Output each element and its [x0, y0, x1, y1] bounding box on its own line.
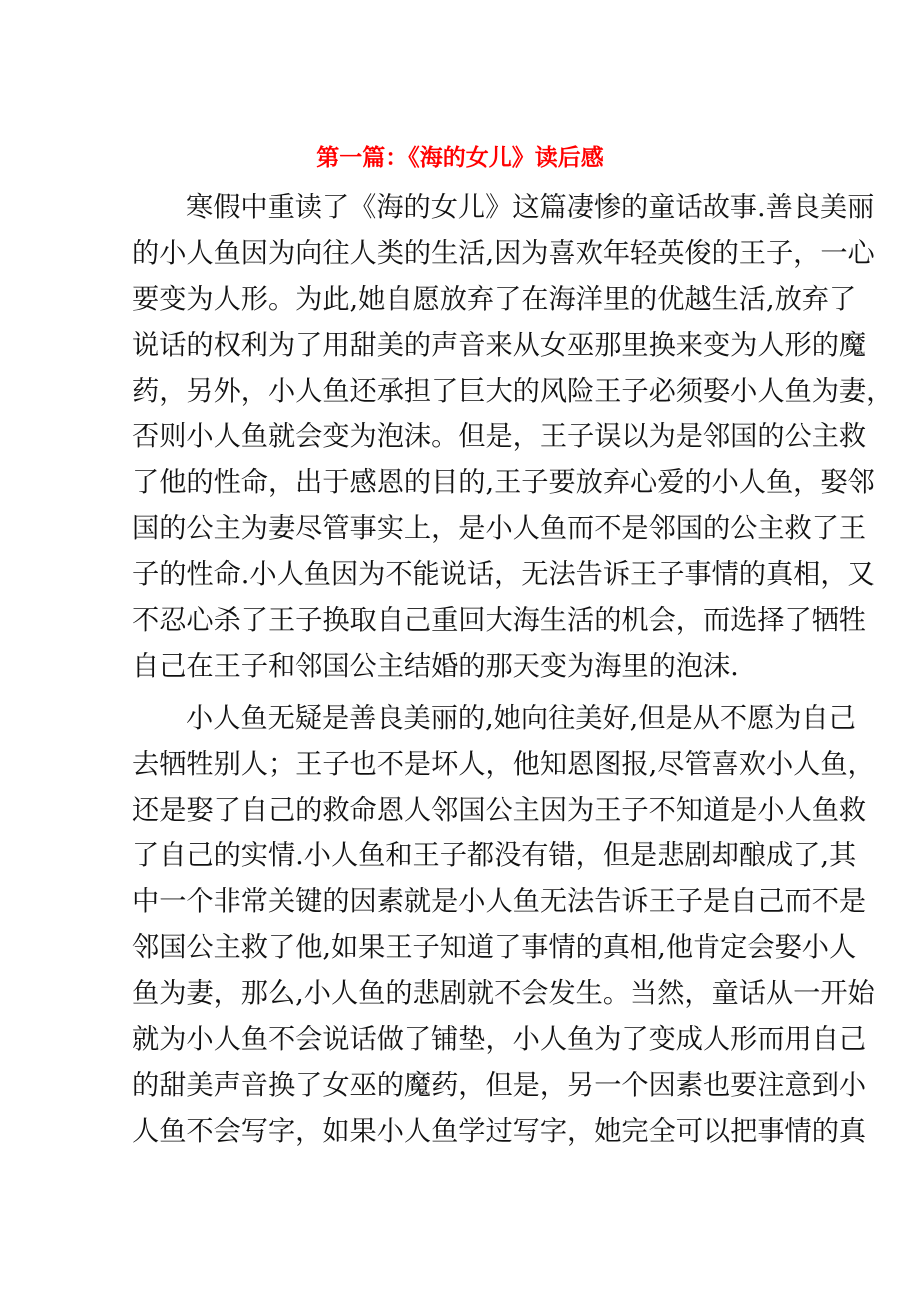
text-line: 的小人鱼因为向往人类的生活,因为喜欢年轻英俊的王子，一心	[132, 237, 875, 269]
text-line: 鱼为妻，那么,小人鱼的悲剧就不会发生。当然，童话从一开始	[132, 978, 875, 1010]
paragraph-1	[132, 185, 894, 690]
text-line: 否则小人鱼就会变为泡沫。但是，王子误以为是邻国的公主救	[132, 421, 867, 453]
text-line: 去牺牲别人；王子也不是坏人，他知恩图报,尽管喜欢小人鱼，	[132, 748, 875, 780]
text-line: 寒假中重读了《海的女儿》这篇凄惨的童话故事.善良美丽	[186, 192, 875, 223]
text-line: 还是娶了自己的救命恩人邻国公主因为王子不知道是小人鱼救	[132, 794, 867, 826]
text-line: 不忍心杀了王子换取自己重回大海生活的机会，而选择了牺牲	[132, 605, 867, 637]
document-body	[132, 185, 894, 1155]
text-line: 要变为人形。为此,她自愿放弃了在海洋里的优越生活,放弃了	[132, 283, 857, 315]
text-line: 中一个非常关键的因素就是小人鱼无法告诉王子是自己而不是	[132, 886, 867, 918]
text-line: 了他的性命，出于感恩的目的,王子要放弃心爱的小人鱼，娶邻	[132, 467, 875, 499]
text-line: 药，另外，小人鱼还承担了巨大的风险王子必须娶小人鱼为妻，	[132, 375, 894, 407]
text-line: 人鱼不会写字，如果小人鱼学过写字，她完全可以把事情的真	[132, 1115, 867, 1147]
text-line: 子的性命.小人鱼因为不能说话，无法告诉王子事情的真相，又	[132, 559, 875, 591]
text-line: 国的公主为妻尽管事实上，是小人鱼而不是邻国的公主救了王	[132, 513, 867, 545]
text-line: 了自己的实情.小人鱼和王子都没有错，但是悲剧却酿成了,其	[132, 840, 857, 872]
text-line: 小人鱼无疑是善良美丽的,她向往美好,但是从不愿为自己	[186, 702, 856, 734]
paragraph-2	[132, 696, 875, 1155]
text-line: 就为小人鱼不会说话做了铺垫，小人鱼为了变成人形而用自己	[132, 1024, 867, 1056]
text-line: 说话的权利为了用甜美的声音来从女巫那里换来变为人形的魔	[132, 329, 867, 361]
document-title: 第一篇：《海的女儿》读后感	[316, 145, 604, 171]
text-line: 自己在王子和邻国公主结婚的那天变为海里的泡沫.	[132, 650, 739, 682]
text-line: 邻国公主救了他,如果王子知道了事情的真相,他肯定会娶小人	[132, 932, 857, 964]
text-line: 的甜美声音换了女巫的魔药，但是，另一个因素也要注意到小	[132, 1069, 867, 1101]
